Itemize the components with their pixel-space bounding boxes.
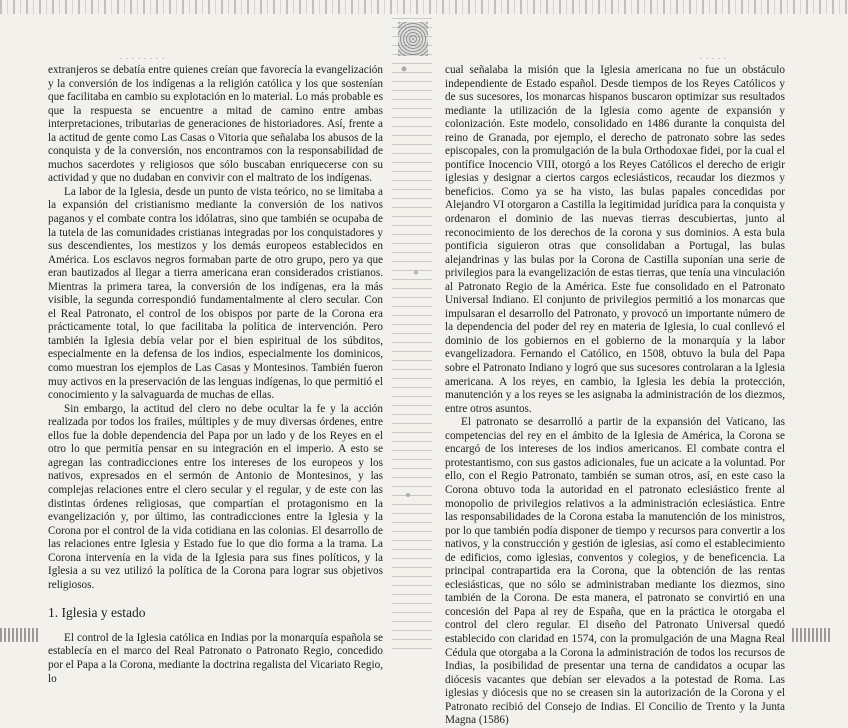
paragraph: cual señalaba la misión que la Iglesia americana no fue un obstáculo independiente de Estado español. Desde tiempos de los Reyes Católicos y de sus sucesores, los monarcas hispanos buscaron optimizar sus resultados mediante la utilización de la Iglesia como agente de expansión y colonización. Este modelo, consolidado en 1486 durante la conquista del reino de Granada, por ejemplo, el derecho de patronato sobre las sedes episcopales, con la promulgación de la bula Orthodoxae fidei, por la cual el pontífice Inocencio VIII, otorgó a los Reyes Católicos el derecho de erigir iglesias y designar a ciertos cargos eclesiásticos, recaudar los diezmos y beneficios. Como ya se ha visto, las bulas papales concedidas por Alejandro VI otorgaron a Castilla la legitimidad jurídica para la conquista y ordenaron el dominio de las nuevas tierras descubiertas, junto al reconocimiento de los derechos de la corona y sus dominios. A esta bula pontificia siguieron otras que consolidaban a Portugal, las bulas alejandrinas y las bulas por la Corona de Castilla suponían una serie de privilegios para la evangelización de estas tierras, que tenía una vinculación al Patronato Regio de la América. Este fue consolidado en el Patronato Universal Indiano. El conjunto de privilegios permitió a los monarcas que impulsaran el desarrollo del Patronato, y provocó un importante número de la dependencia del poder del rey en materia de Iglesia, lo cual conllevó el dominio de los gobiernos en el gobierno de la monarquía y la labor evangelizadora. Fernando el Católico, en 1508, obtuvo la bula del Papa sobre el Patronato Indiano y logró que sus sucesores controlaran a la Iglesia americana. A los reyes, en cambio, la Iglesia les debía la protección, manutención y a los reyes se les asignaba la administración de los diezmos, entre otros asuntos. (445, 64, 785, 415)
paragraph: La labor de la Iglesia, desde un punto de vista teórico, no se limitaba a la expansión del cristianismo mediante la conversión de los nativos paganos y el combate contra los idólatras, sino que también se ocupaba de la tutela de las comunidades cristianas integradas por los conquistadores y sus descendientes, los mestizos y los demás europeos establecidos en América. Los esclavos negros formaban parte de otro grupo, pero ya que eran bautizados al llegar a tierra americana eran considerados cristianos. Mientras la primera tarea, la conversión de los indígenas, era la más visible, la segunda correspondió fundamentalmente al clero secular. Con el Real Patronato, el control de los obispos por parte de la Corona era prácticamente total, lo que facilitaba la política de intervención. Pero también la Iglesia debía velar por el bien espiritual de los súbditos, especialmente en la defensa de los indios, especialmente los dominicos, como muestran los ejemplos de Las Casas y Montesinos. También fueron muy activos en la preservación de las lenguas indígenas, lo que permitió el conocimiento y la salvaguarda de muchas de ellas. (48, 185, 383, 402)
running-header-right: . . . . . (700, 52, 727, 61)
running-header-left: . . . . . . . . (120, 52, 165, 61)
section-title: 1. Iglesia y estado (48, 605, 146, 621)
gutter-scan-noise (398, 22, 428, 56)
scan-edge-top (0, 0, 848, 14)
left-page (48, 64, 383, 685)
page-number-right (792, 628, 832, 642)
paragraph: extranjeros se debatía entre quienes creían que favorecía la evangelización y la conversión de los indígenas a la religión católica y los que sostenían que facilitaba en cambio su explotación en lo material. Lo más probable es que la respuesta se encuentre a mitad de camino entre ambas interpretaciones, tributarias de generaciones de historiadores. Así, frente a la actitud de gente como Las Casas o Vitoria que señalaba los abusos de la conquista y de la conversión, nos encontramos con la responsabilidad de muchos sacerdotes y religiosos que sólo buscaban enriquecerse con su actividad y que no dudaban en convivir con el maltrato de los indígenas. (48, 64, 383, 185)
page-number-left (0, 628, 40, 642)
book-gutter (392, 18, 432, 654)
paragraph: Sin embargo, la actitud del clero no debe ocultar la fe y la acción realizada por todos los frailes, múltiples y de muy diversas órdenes, entre ellos fue la doble dependencia del Papa por un lado y de los Reyes en el otro lo que permitía pensar en su integración en el imperio. A esto se agregan las contradicciones entre los intereses de los europeos y los nativos, expresados en el sermón de Antonio de Montesinos, y las complejas relaciones entre el clero secular y el regular, y de este con las distintas órdenes religiosas, que compartían el protagonismo en la evangelización y, por último, las contradicciones entre la Iglesia y la Corona por el control de la vida cotidiana en las colonias. El desarrollo de las relaciones entre Iglesia y Estado fue lo que dio forma a la trama. La Corona intervenía en la vida de la Iglesia para sus fines políticos, y la Iglesia a su vez utilizó la política de la Corona para lograr sus objetivos religiosos. (48, 402, 383, 591)
paragraph: El control de la Iglesia católica en Indias por la monarquía española se establecía en el marco del Real Patronato o Patronato Regio, concedido por el Papa a la Corona, mediante la doctrina regalista del Vicariato Regio, lo (48, 631, 383, 685)
paragraph: El patronato se desarrolló a partir de la expansión del Vaticano, las competencias del rey en el ámbito de la Iglesia de América, la Corona se encargó de los intereses de los indios americanos. El combate contra el protestantismo, con sus gastos adicionales, fue un acicate a la voluntad. Por ello, con el Regio Patronato, también se suman otros, así, en este caso la Corona obtuvo toda la autoridad en el patronato eclesiástico frente al monopolio de privilegios relativos a la administración eclesiástica. Entre las responsabilidades de la Corona estaba la manutención de los ministros, por lo que también podía disponer de tiempo y recursos para convertir a los nativos, y la construcción y gestión de iglesias, así como el establecimiento de edificios, como iglesias, conventos y colegios, y de beneficencia. La principal contrapartida era la Corona, que la obtención de las rentas eclesiásticas, que no sólo se administraban mediante los diezmos, sino también de la Corona. De esta manera, el patronato se convirtió en una concesión del Papa al rey de España, que en la práctica le otorgaba el control del clero regular. El diseño del Patronato Universal quedó establecido con claridad en 1574, con la promulgación de una Magna Real Cédula que otorgaba a la Corona la administración de todos los recursos de Indias, la posibilidad de presentar una terna de candidatos a ocupar las diócesis vacantes que debían ser elevados a la potestad de Roma. Las iglesias y diócesis que no se creasen sin la autorización de la Corona y el Patronato recibió del Consejo de Indias. El Concilio de Trento y la Junta Magna (1586) (445, 416, 785, 727)
right-page (445, 64, 785, 727)
